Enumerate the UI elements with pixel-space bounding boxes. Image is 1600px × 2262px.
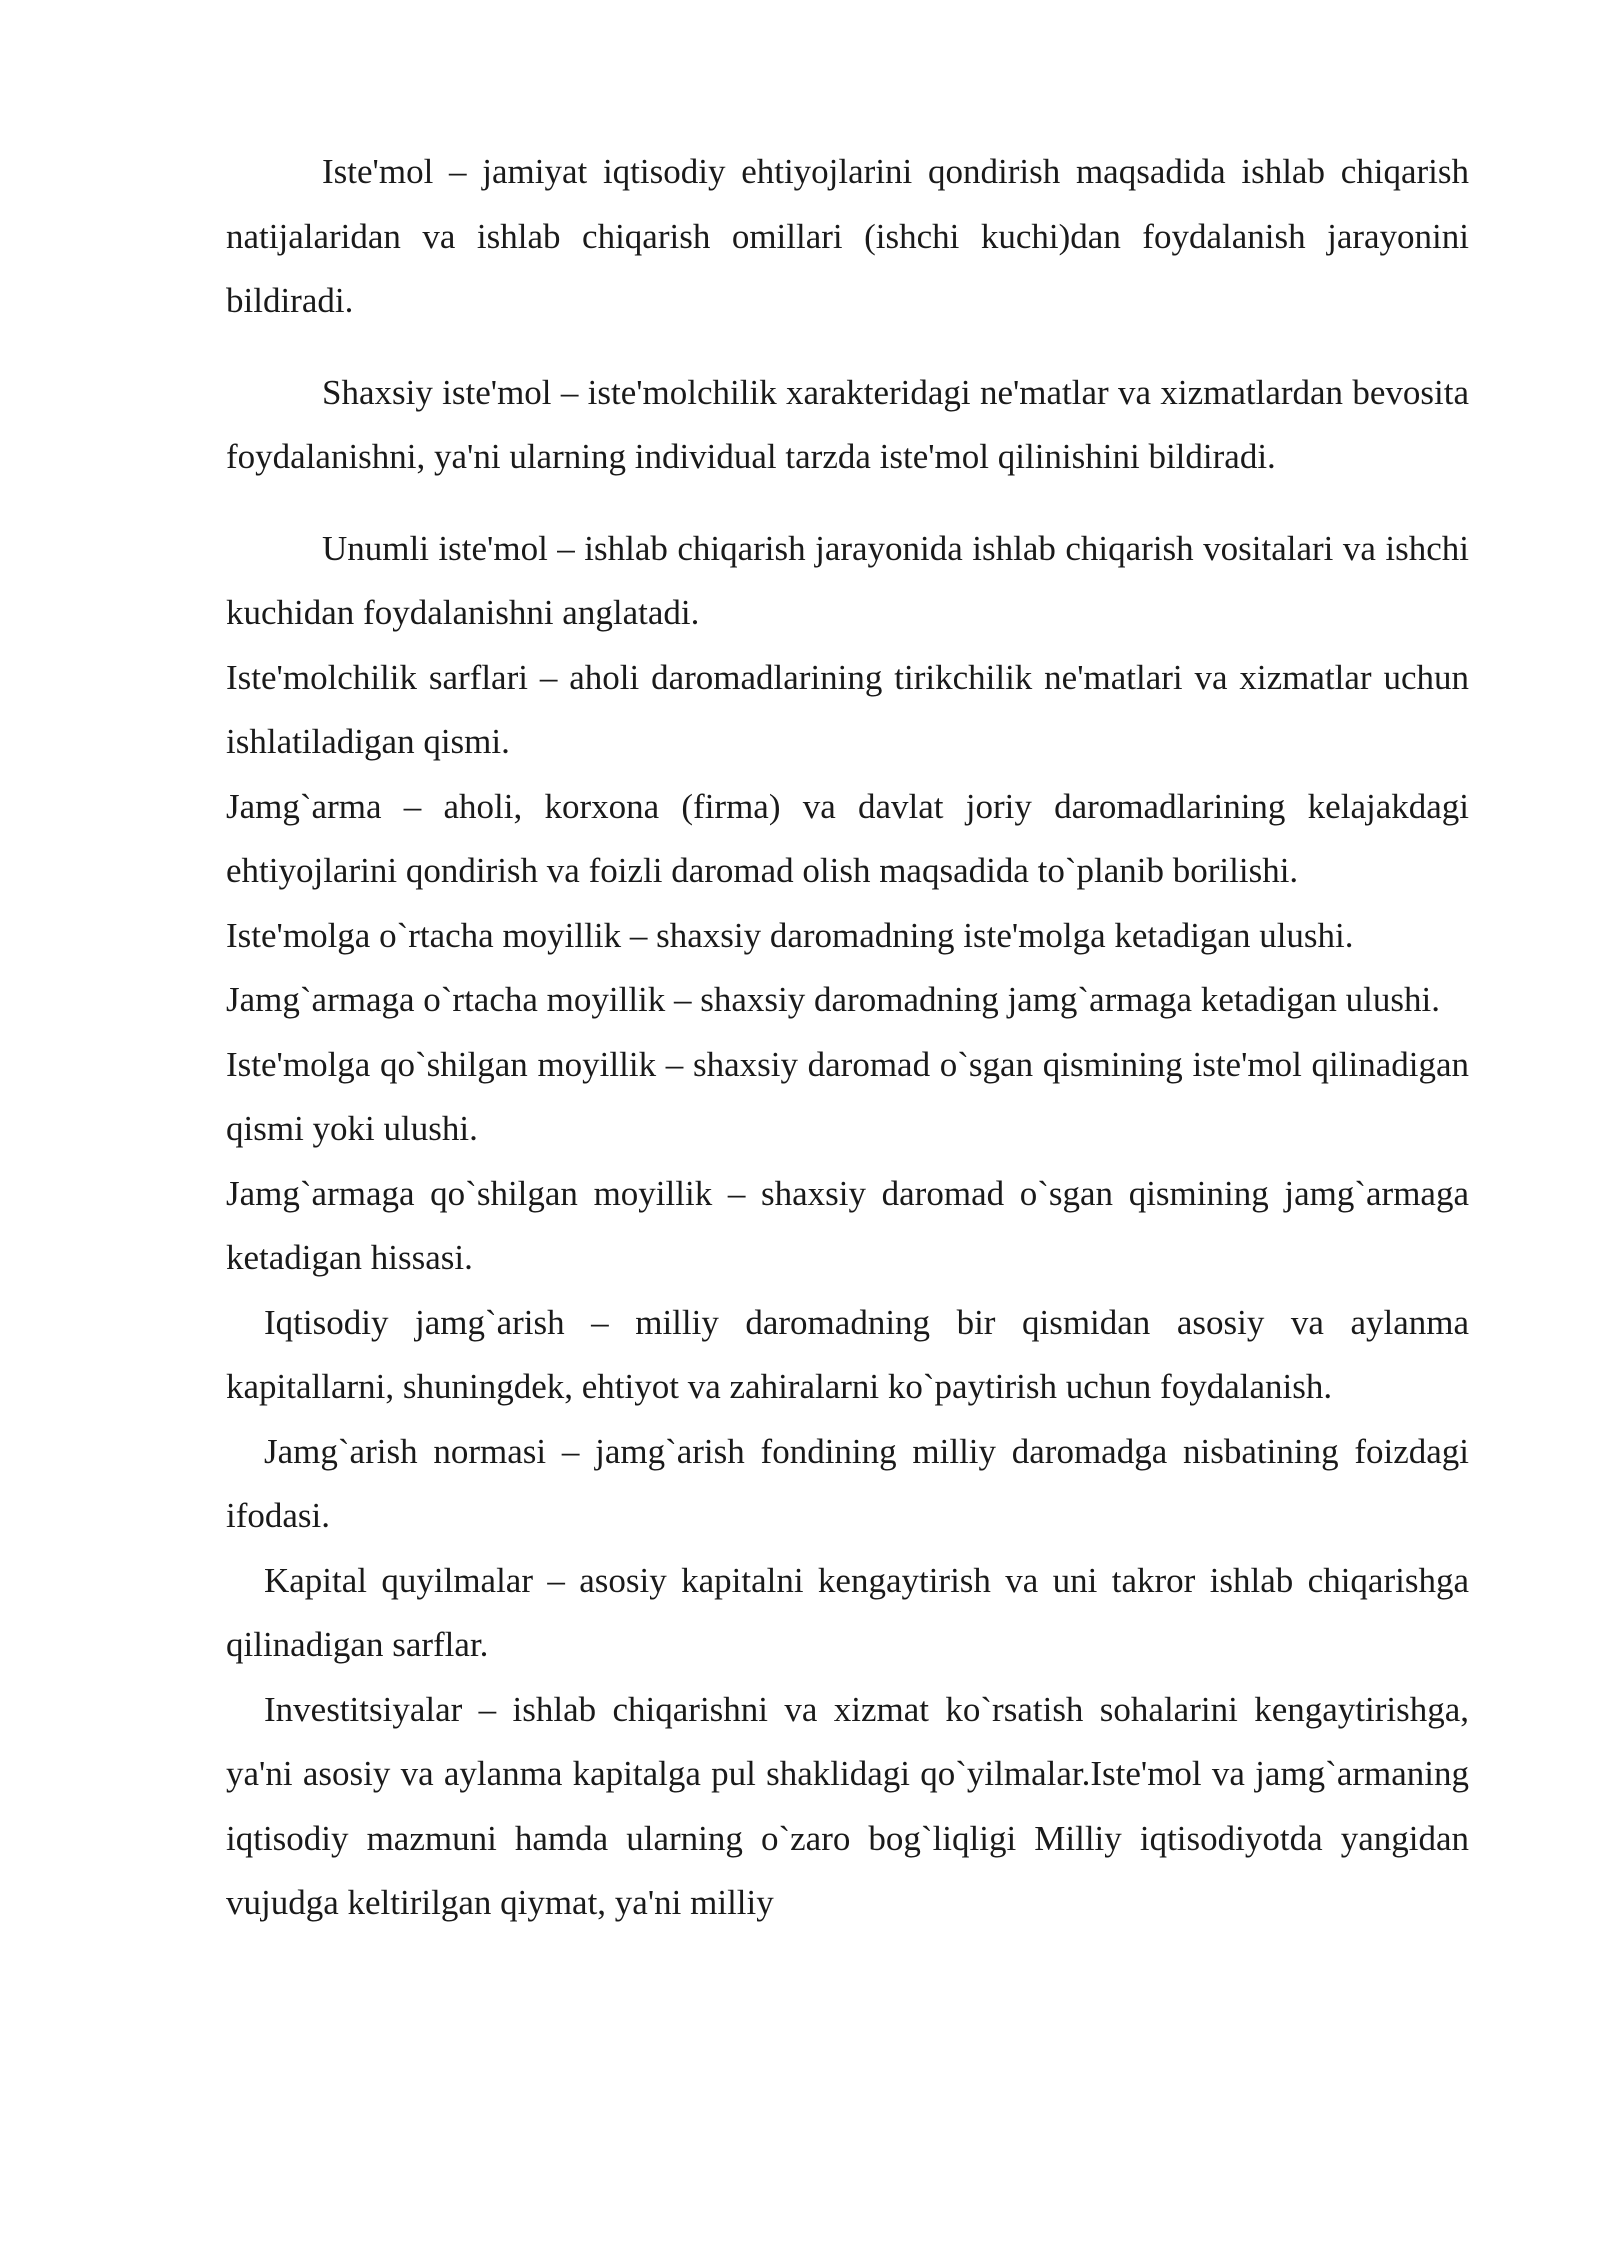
- paragraph-istemol: Iste'mol – jamiyat iqtisodiy ehtiyojlarini qondirish maqsadida ishlab chiqarish natijalaridan va ishlab chiqarish omillari (ishchi kuchi)dan foydalanish jarayonini bildiradi.: [226, 152, 1469, 320]
- paragraph-unumli-istemol: Unumli iste'mol – ishlab chiqarish jarayonida ishlab chiqarish vositalari va ishchi kuchidan foydalanishni anglatadi.: [226, 528, 1469, 632]
- paragraph-jamgarmaga-ortacha-moyillik: Jamg`armaga o`rtacha moyillik – shaxsiy daromadning jamg`armaga ketadigan ulushi.: [226, 980, 1440, 1019]
- paragraph-istemolchilik-sarflari: Iste'molchilik sarflari – aholi daromadlarining tirikchilik ne'matlari va xizmatlar uchun ishlatiladigan qismi.: [226, 657, 1469, 761]
- paragraph-jamgarmaga-qoshilgan-moyillik: Jamg`armaga qo`shilgan moyillik – shaxsiy daromad o`sgan qismining jamg`armaga ketadigan hissasi.: [226, 1173, 1469, 1277]
- paragraph-istemolga-ortacha-moyillik: Iste'molga o`rtacha moyillik – shaxsiy daromadning iste'molga ketadigan ulushi.: [226, 915, 1354, 955]
- paragraph-shaxsiy-istemol: Shaxsiy iste'mol – iste'molchilik xarakteridagi ne'matlar va xizmatlardan bevosita foydalanishni, ya'ni ularning individual tarzda iste'mol qilinishini bildiradi.: [226, 372, 1469, 476]
- paragraph-iqtisodiy-jamgarish: Iqtisodiy jamg`arish – milliy daromadning bir qismidan asosiy va aylanma kapitallarni, shuningdek, ehtiyot va zahiralarni ko`paytirish uchun foydalanish.: [226, 1302, 1469, 1406]
- paragraph-kapital-quyilmalar: Kapital quyilmalar – asosiy kapitalni kengaytirish va uni takror ishlab chiqarishga qilinadigan sarflar.: [226, 1560, 1469, 1664]
- paragraph-investitsiyalar: Investitsiyalar – ishlab chiqarishni va xizmat ko`rsatish sohalarini kengaytirishga, ya'ni asosiy va aylanma kapitalga pul shaklidagi qo`yilmalar.Iste'mol va jamg`armaning iqtisodiy mazmuni hamda ularning o`zaro bog`liqligi Milliy iqtisodiyotda yangidan vujudga keltirilgan qiymat, ya'ni milliy: [226, 1689, 1469, 1922]
- paragraph-jamgarish-normasi: Jamg`arish normasi – jamg`arish fondining milliy daromadga nisbatining foizdagi ifodasi.: [226, 1431, 1469, 1535]
- paragraph-istemolga-qoshilgan-moyillik: Iste'molga qo`shilgan moyillik – shaxsiy daromad o`sgan qismining iste'mol qilinadigan qismi yoki ulushi.: [226, 1044, 1469, 1148]
- paragraph-jamgarma: Jamg`arma – aholi, korxona (firma) va davlat joriy daromadlarining kelajakdagi ehtiyojlarini qondirish va foizli daromad olish maqsadida to`planib borilishi.: [226, 786, 1469, 890]
- document-page: [226, 140, 1469, 1936]
